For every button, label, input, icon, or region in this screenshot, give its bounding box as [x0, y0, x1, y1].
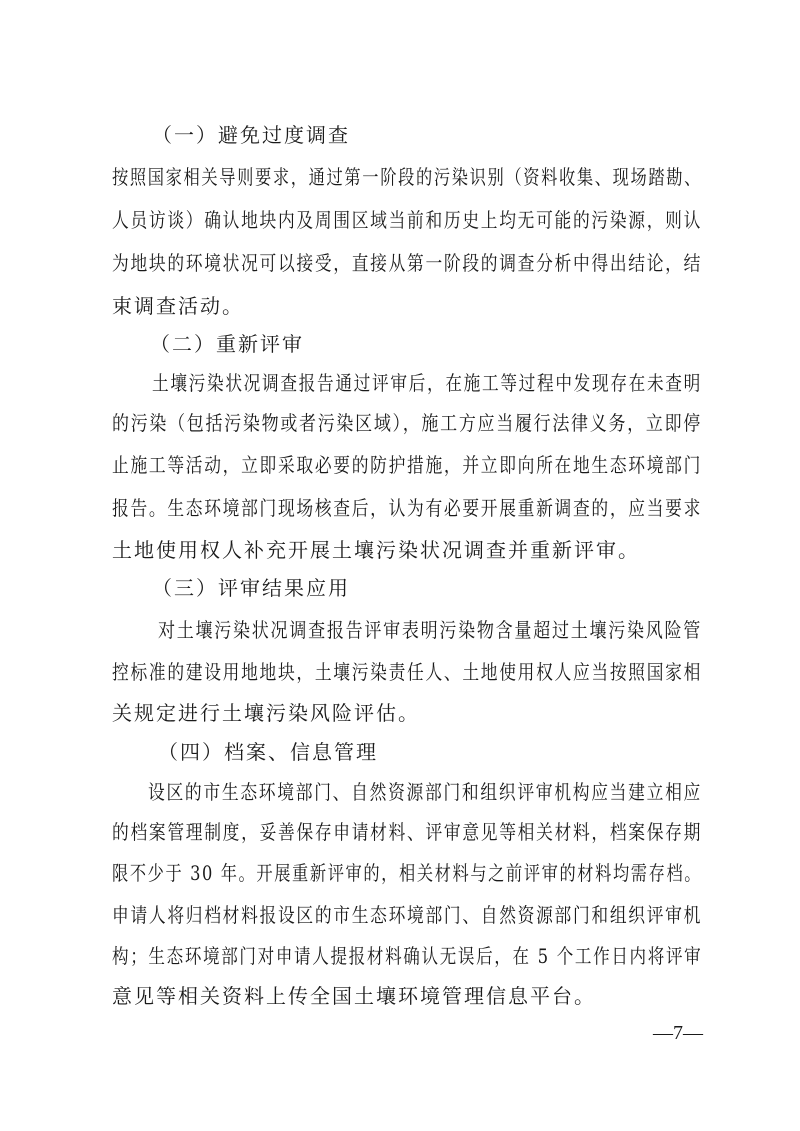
paragraph-line: 按照国家相关导则要求，通过第一阶段的污染识别（资料收集、现场踏勘、 — [112, 165, 703, 189]
section-heading-1: （一）避免过度调查 — [152, 123, 350, 147]
paragraph-line: 报告。生态环境部门现场核查后，认为有必要开展重新调查的，应当要求 — [112, 496, 703, 520]
section-heading-2: （二）重新评审 — [150, 332, 304, 356]
paragraph-line: 土地使用权人补充开展土壤污染状况调查并重新评审。 — [112, 538, 640, 562]
paragraph-line: 的污染（包括污染物或者污染区域），施工方应当履行法律义务，立即停 — [112, 411, 702, 435]
paragraph-line: 为地块的环境状况可以接受，直接从第一阶段的调查分析中得出结论，结 — [112, 251, 703, 275]
paragraph-line: 止施工等活动，立即采取必要的防护措施，并立即向所在地生态环境部门 — [112, 453, 703, 477]
paragraph-line: 构；生态环境部门对申请人提报材料确认无误后，在 5 个工作日内将评审 — [112, 944, 703, 968]
paragraph-line: 束调查活动。 — [112, 294, 244, 318]
section-heading-4: （四）档案、信息管理 — [158, 740, 378, 764]
paragraph-line: 对土壤污染状况调查报告评审表明污染物含量超过土壤污染风险管 — [158, 618, 703, 642]
page-number: —7— — [653, 1022, 703, 1044]
paragraph-line: 的档案管理制度，妥善保存申请材料、评审意见等相关材料，档案保存期 — [112, 820, 703, 844]
paragraph-line: 关规定进行土壤污染风险评估。 — [112, 701, 420, 725]
paragraph-line: 控标准的建设用地地块，土壤污染责任人、土地使用权人应当按照国家相 — [112, 660, 703, 684]
paragraph-line: 土壤污染状况调查报告通过评审后，在施工等过程中发现存在未查明 — [152, 371, 702, 395]
paragraph-line: 限不少于 30 年。开展重新评审的，相关材料与之前评审的材料均需存档。 — [112, 861, 703, 885]
paragraph-line: 人员访谈）确认地块内及周围区域当前和历史上均无可能的污染源，则认 — [112, 208, 703, 232]
paragraph-line: 设区的市生态环境部门、自然资源部门和组织评审机构应当建立相应 — [148, 780, 703, 804]
section-heading-3: （三）评审结果应用 — [152, 576, 350, 600]
paragraph-line: 申请人将归档材料报设区的市生态环境部门、自然资源部门和组织评审机 — [112, 903, 703, 927]
paragraph-line: 意见等相关资料上传全国土壤环境管理信息平台。 — [112, 984, 596, 1008]
